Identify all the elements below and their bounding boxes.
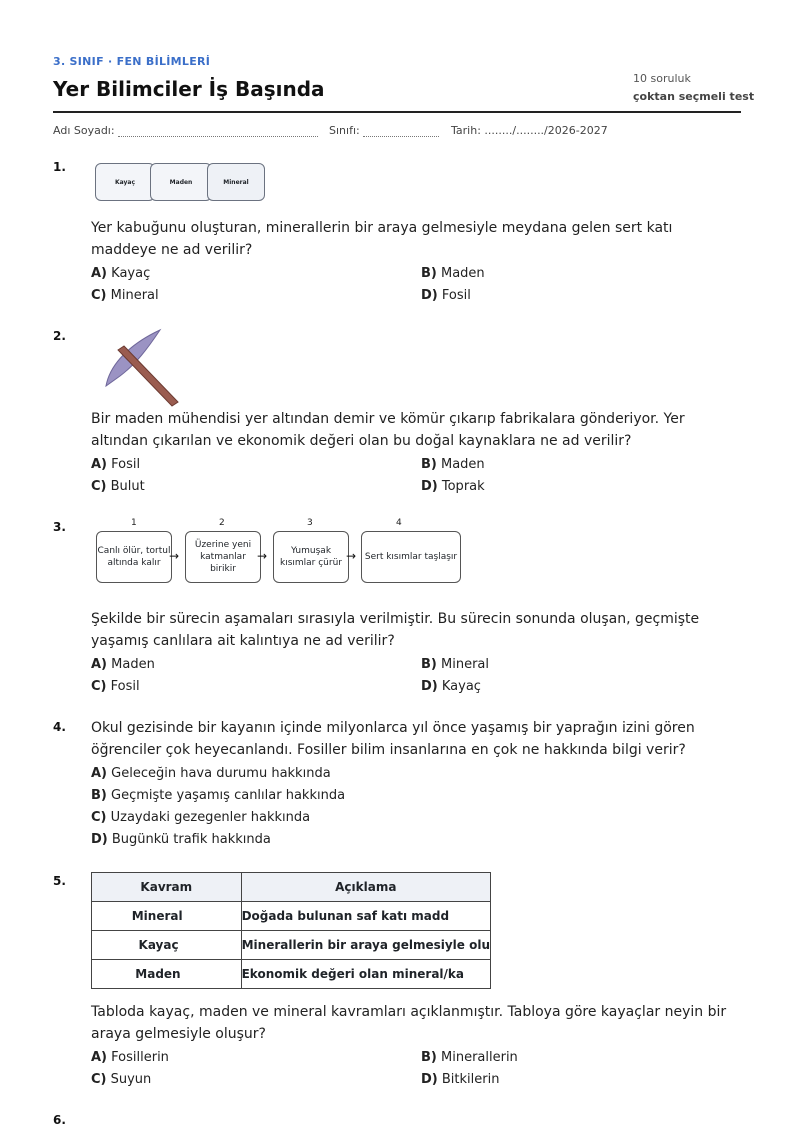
option-letter: D) bbox=[421, 679, 438, 694]
option-text: Bugünkü trafik hakkında bbox=[111, 832, 271, 847]
option-text: Maden bbox=[441, 457, 485, 472]
option-text: Mineral bbox=[441, 657, 489, 672]
process-diagram bbox=[91, 512, 458, 590]
option-d[interactable] bbox=[421, 288, 471, 303]
option-letter: A) bbox=[91, 657, 108, 672]
option-a[interactable] bbox=[91, 457, 140, 472]
question-number: 3. bbox=[53, 520, 66, 534]
arrow-right-icon: → bbox=[169, 549, 180, 563]
question-text: Şekilde bir sürecin aşamaları sırasıyla verilmiştir. Bu sürecin sonunda oluşan, geçmişte yaşamış canlılara ait kalıntıya ne ad verilir? bbox=[91, 611, 700, 649]
option-text: Fosil bbox=[441, 288, 471, 303]
step-number: 2 bbox=[219, 518, 225, 528]
option-a[interactable] bbox=[91, 766, 331, 781]
option-text: Geleceğin hava durumu hakkında bbox=[111, 766, 331, 781]
arrow-right-icon: → bbox=[346, 549, 357, 563]
option-b[interactable] bbox=[421, 657, 489, 672]
table-cell: Ekonomik değeri olan mineral/ka bbox=[241, 960, 490, 989]
option-text: Fosil bbox=[110, 679, 140, 694]
step-number: 3 bbox=[307, 518, 313, 528]
subject-label: 3. SINIF · FEN BİLİMLERİ bbox=[53, 55, 211, 68]
option-letter: B) bbox=[91, 788, 107, 803]
option-letter: A) bbox=[91, 457, 108, 472]
option-letter: B) bbox=[421, 1050, 437, 1065]
arrow-right-icon: → bbox=[257, 549, 268, 563]
table-row bbox=[92, 902, 491, 931]
option-letter: D) bbox=[421, 479, 438, 494]
question-text: Okul gezisinde bir kayanın içinde milyonlarca yıl önce yaşamış bir yaprağın izini gören öğrenciler çok heyecanlandı. Fosiller bilim insanlarına en çok ne hakkında bilgi verir? bbox=[91, 720, 695, 758]
process-step: Sert kısımlar taşlaşır bbox=[361, 531, 461, 583]
question-number: 5. bbox=[53, 874, 66, 888]
option-c[interactable] bbox=[91, 810, 310, 825]
header-divider bbox=[53, 111, 741, 113]
option-letter: D) bbox=[91, 832, 108, 847]
option-text: Suyun bbox=[110, 1072, 152, 1087]
option-b[interactable] bbox=[421, 1050, 518, 1065]
option-a[interactable] bbox=[91, 266, 150, 281]
option-letter: B) bbox=[421, 457, 437, 472]
option-letter: C) bbox=[91, 679, 107, 694]
option-text: Minerallerin bbox=[441, 1050, 518, 1065]
option-letter: B) bbox=[421, 657, 437, 672]
option-text: Kayaç bbox=[441, 679, 481, 694]
class-field[interactable] bbox=[329, 124, 439, 137]
option-b[interactable] bbox=[91, 788, 345, 803]
table-header: Açıklama bbox=[241, 873, 490, 902]
option-text: Bitkilerin bbox=[441, 1072, 500, 1087]
question-count: 10 soruluk bbox=[633, 72, 691, 85]
tab-mineral: Mineral bbox=[207, 163, 265, 201]
option-letter: A) bbox=[91, 266, 108, 281]
option-text: Mineral bbox=[110, 288, 159, 303]
option-letter: A) bbox=[91, 766, 108, 781]
table-cell: Doğada bulunan saf katı madd bbox=[241, 902, 490, 931]
option-letter: B) bbox=[421, 266, 437, 281]
question-number: 6. bbox=[53, 1113, 66, 1127]
option-text: Kayaç bbox=[111, 266, 151, 281]
question-number: 1. bbox=[53, 160, 66, 174]
option-letter: D) bbox=[421, 1072, 438, 1087]
date-field[interactable] bbox=[451, 124, 608, 137]
question-text: Tabloda kayaç, maden ve mineral kavramları açıklanmıştır. Tabloya göre kayaçlar neyin bir araya gelmesiyle oluşur? bbox=[91, 1004, 727, 1042]
option-c[interactable] bbox=[91, 1072, 151, 1087]
question-number: 2. bbox=[53, 329, 66, 343]
step-number: 1 bbox=[131, 518, 137, 528]
option-text: Maden bbox=[441, 266, 485, 281]
option-c[interactable] bbox=[91, 479, 145, 494]
process-step: Canlı ölür, tortul altında kalır bbox=[96, 531, 172, 583]
date-label: Tarih: bbox=[451, 124, 481, 137]
option-letter: C) bbox=[91, 1072, 107, 1087]
step-number: 4 bbox=[396, 518, 402, 528]
table-header-row bbox=[92, 873, 491, 902]
test-type: çoktan seçmeli test bbox=[633, 90, 755, 103]
option-d[interactable] bbox=[421, 479, 485, 494]
name-blank[interactable] bbox=[118, 125, 318, 137]
table-header: Kavram bbox=[92, 873, 242, 902]
option-letter: C) bbox=[91, 479, 107, 494]
name-label: Adı Soyadı: bbox=[53, 124, 115, 137]
option-letter: C) bbox=[91, 288, 107, 303]
question-number: 4. bbox=[53, 720, 66, 734]
option-b[interactable] bbox=[421, 457, 485, 472]
tab-kayac: Kayaç bbox=[95, 163, 155, 201]
option-d[interactable] bbox=[421, 1072, 499, 1087]
table-cell: Kayaç bbox=[92, 931, 242, 960]
process-step: Yumuşak kısımlar çürür bbox=[273, 531, 349, 583]
question-text: Bir maden mühendisi yer altından demir ve kömür çıkarıp fabrikalara gönderiyor. Yer altından çıkarılan ve ekonomik değeri olan bu doğal kaynaklara ne ad verilir? bbox=[91, 411, 685, 449]
table-cell: Maden bbox=[92, 960, 242, 989]
pickaxe-icon bbox=[98, 326, 186, 408]
option-c[interactable] bbox=[91, 288, 159, 303]
option-letter: A) bbox=[91, 1050, 108, 1065]
option-text: Toprak bbox=[441, 479, 485, 494]
tab-maden: Maden bbox=[150, 163, 212, 201]
class-label: Sınıfı: bbox=[329, 124, 360, 137]
table-cell: Mineral bbox=[92, 902, 242, 931]
option-letter: D) bbox=[421, 288, 438, 303]
option-text: Bulut bbox=[110, 479, 145, 494]
option-text: Geçmişte yaşamış canlılar hakkında bbox=[111, 788, 346, 803]
option-c[interactable] bbox=[91, 679, 140, 694]
table-cell: Minerallerin bir araya gelmesiyle olu bbox=[241, 931, 490, 960]
option-text: Uzaydaki gezegenler hakkında bbox=[110, 810, 311, 825]
option-b[interactable] bbox=[421, 266, 485, 281]
name-field[interactable] bbox=[53, 124, 318, 137]
class-blank[interactable] bbox=[363, 125, 439, 137]
table-row bbox=[92, 931, 491, 960]
date-value[interactable]: ......../......../2026-2027 bbox=[484, 124, 608, 137]
option-d[interactable] bbox=[421, 679, 481, 694]
process-step: Üzerine yeni katmanlar birikir bbox=[185, 531, 261, 583]
option-d[interactable] bbox=[91, 832, 271, 847]
option-text: Fosil bbox=[111, 457, 141, 472]
option-letter: C) bbox=[91, 810, 107, 825]
option-text: Maden bbox=[111, 657, 155, 672]
table-row bbox=[92, 960, 491, 989]
option-a[interactable] bbox=[91, 657, 155, 672]
option-a[interactable] bbox=[91, 1050, 169, 1065]
question-text: Yer kabuğunu oluşturan, minerallerin bir araya gelmesiyle meydana gelen sert katı maddeye ne ad verilir? bbox=[91, 220, 673, 258]
concept-table-wrapper bbox=[91, 872, 490, 994]
page-title: Yer Bilimciler İş Başında bbox=[53, 77, 325, 101]
concept-table bbox=[91, 872, 491, 989]
option-text: Fosillerin bbox=[111, 1050, 169, 1065]
